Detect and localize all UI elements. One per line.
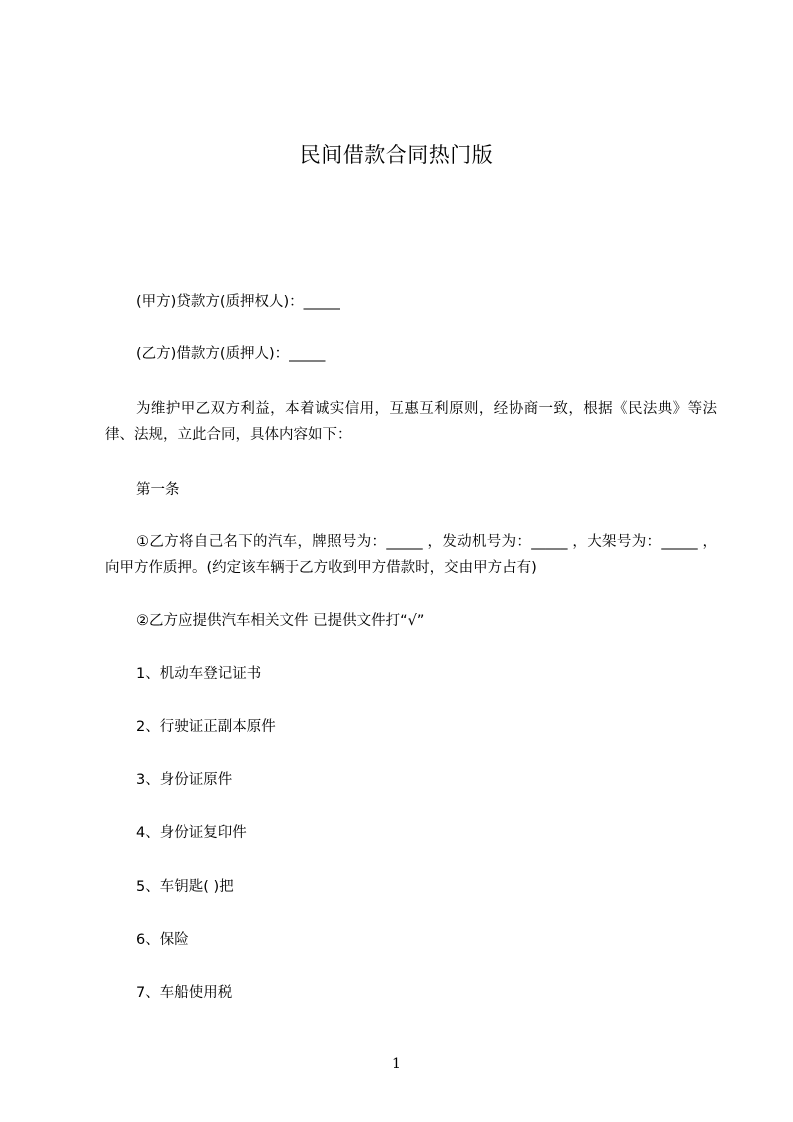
document-title: 民间借款合同热门版: [299, 143, 494, 167]
list-item: 6、保险: [136, 932, 189, 948]
page-number: 1: [392, 1056, 401, 1072]
article-heading: 第一条: [136, 482, 180, 498]
list-item: 7、车船使用税: [136, 985, 233, 1001]
list-item: 2、行驶证正副本原件: [136, 719, 276, 735]
list-item: 3、身份证原件: [136, 772, 233, 788]
preamble-paragraph: 为维护甲乙双方利益，本着诚实信用，互惠互利原则，经协商一致，根据《民法典》等法律、法规，立此合同，具体内容如下：: [105, 401, 717, 443]
clause-1-paragraph: ①乙方将自己名下的汽车，牌照号为：_____ ，发动机号为：_____ ，大架号为：_____ ，向甲方作质押。(约定该车辆于乙方收到甲方借款时，交由甲方占有): [105, 534, 717, 576]
clause-2-paragraph: ②乙方应提供汽车相关文件 已提供文件打“√”: [136, 613, 425, 629]
list-item: 4、身份证复印件: [136, 825, 247, 841]
list-item: 1、机动车登记证书: [136, 666, 262, 682]
party-b-line: (乙方)借款方(质押人)：_____: [136, 346, 326, 362]
list-item: 5、车钥匙( )把: [136, 879, 234, 895]
party-a-line: (甲方)贷款方(质押权人)：_____: [136, 294, 340, 310]
